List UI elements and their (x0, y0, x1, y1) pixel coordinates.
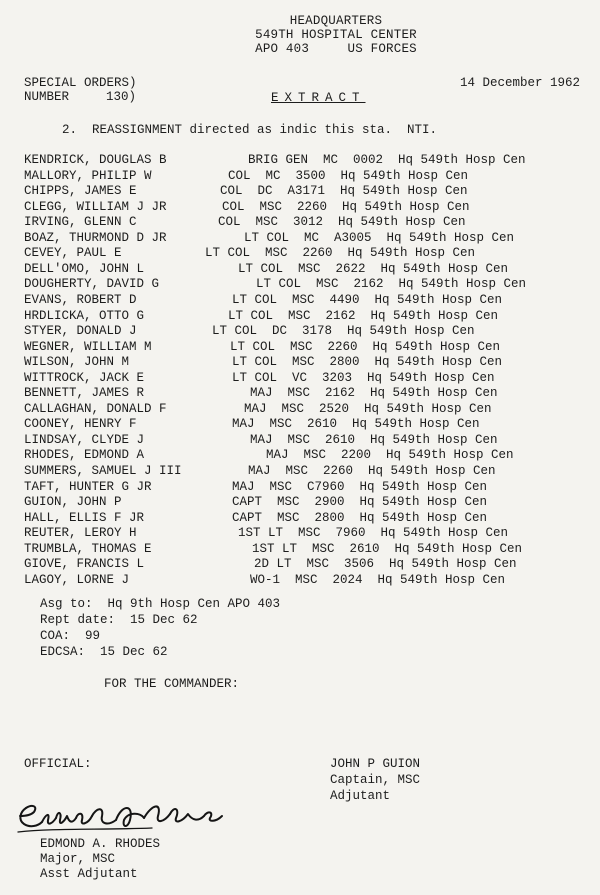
personnel-assignment: MAJ MSC 2200 Hq 549th Hosp Cen (266, 448, 514, 463)
personnel-name: CHIPPS, JAMES E (24, 184, 137, 199)
personnel-row (24, 402, 584, 417)
for-the-commander: FOR THE COMMANDER: (104, 677, 240, 691)
personnel-row (24, 495, 584, 510)
personnel-row (24, 542, 584, 557)
personnel-assignment: LT COL MSC 2162 Hq 549th Hosp Cen (256, 277, 527, 292)
personnel-row (24, 324, 584, 339)
personnel-row (24, 200, 584, 215)
personnel-name: WITTROCK, JACK E (24, 370, 145, 385)
personnel-assignment: LT COL MSC 2162 Hq 549th Hosp Cen (228, 308, 499, 323)
personnel-row (24, 293, 584, 308)
personnel-name: WEGNER, WILLIAM M (24, 339, 152, 354)
special-orders-label: SPECIAL ORDERS) (24, 76, 137, 90)
personnel-assignment: MAJ MSC 2162 Hq 549th Hosp Cen (250, 386, 498, 401)
personnel-row (24, 433, 584, 448)
paragraph-number: 2. (62, 123, 78, 137)
personnel-assignment: MAJ MSC 2260 Hq 549th Hosp Cen (248, 464, 496, 478)
personnel-name: HALL, ELLIS F JR (24, 510, 145, 525)
personnel-assignment: WO-1 MSC 2024 Hq 549th Hosp Cen (250, 572, 506, 587)
personnel-name: TRUMBLA, THOMAS E (24, 541, 152, 556)
personnel-row (24, 355, 584, 370)
extract-title: EXTRACT (271, 91, 366, 105)
personnel-row (24, 386, 584, 401)
personnel-assignment: 2D LT MSC 3506 Hq 549th Hosp Cen (254, 557, 517, 572)
personnel-assignment: COL MSC 2260 Hq 549th Hosp Cen (222, 199, 470, 214)
personnel-name: BOAZ, THURMOND D JR (24, 230, 167, 245)
personnel-assignment: COL MC 3500 Hq 549th Hosp Cen (228, 168, 469, 183)
personnel-row (24, 246, 584, 261)
personnel-assignment: MAJ MSC 2610 Hq 549th Hosp Cen (232, 417, 480, 432)
assigned-to: Asg to: Hq 9th Hosp Cen APO 403 (40, 597, 281, 611)
personnel-name: GUION, JOHN P (24, 495, 122, 510)
personnel-row (24, 573, 584, 588)
personnel-assignment: MAJ MSC 2520 Hq 549th Hosp Cen (244, 401, 492, 416)
personnel-row (24, 309, 584, 324)
personnel-name: IRVING, GLENN C (24, 215, 137, 230)
personnel-row (24, 262, 584, 277)
personnel-assignment: LT COL MSC 4490 Hq 549th Hosp Cen (232, 292, 503, 307)
personnel-name: CALLAGHAN, DONALD F (24, 401, 167, 416)
personnel-name: DELL'OMO, JOHN L (24, 261, 145, 276)
personnel-row (24, 184, 584, 199)
personnel-row (24, 169, 584, 184)
personnel-name: COONEY, HENRY F (24, 417, 137, 432)
personnel-assignment: BRIG GEN MC 0002 Hq 549th Hosp Cen (248, 153, 526, 167)
personnel-name: CEVEY, PAUL E (24, 246, 122, 261)
personnel-assignment: LT COL DC 3178 Hq 549th Hosp Cen (212, 324, 475, 339)
adjutant-rank: Captain, MSC (330, 773, 421, 787)
personnel-assignment: MAJ MSC C7960 Hq 549th Hosp Cen (232, 479, 488, 494)
personnel-assignment: CAPT MSC 2800 Hq 549th Hosp Cen (232, 510, 488, 525)
personnel-name: EVANS, ROBERT D (24, 292, 137, 307)
asst-adjutant-title: Asst Adjutant (40, 867, 138, 881)
personnel-row (24, 231, 584, 246)
personnel-name: LINDSAY, CLYDE J (24, 432, 145, 447)
personnel-name: SUMMERS, SAMUEL J III (24, 464, 182, 478)
personnel-row (24, 340, 584, 355)
asst-adjutant-rank: Major, MSC (40, 852, 116, 866)
personnel-row (24, 153, 584, 168)
personnel-name: BENNETT, JAMES R (24, 386, 145, 401)
personnel-name: KENDRICK, DOUGLAS B (24, 153, 167, 167)
personnel-assignment: CAPT MSC 2900 Hq 549th Hosp Cen (232, 495, 488, 510)
personnel-row (24, 480, 584, 495)
personnel-assignment: LT COL MC A3005 Hq 549th Hosp Cen (244, 230, 515, 245)
personnel-assignment: LT COL MSC 2800 Hq 549th Hosp Cen (232, 355, 503, 370)
personnel-assignment: 1ST LT MSC 7960 Hq 549th Hosp Cen (238, 526, 509, 541)
orders-date: 14 December 1962 (460, 76, 581, 90)
personnel-name: HRDLICKA, OTTO G (24, 308, 145, 323)
header-line-1: HEADQUARTERS (289, 14, 383, 28)
personnel-name: CLEGG, WILLIAM J JR (24, 199, 167, 214)
asst-adjutant-name: EDMOND A. RHODES (40, 837, 161, 851)
personnel-assignment: 1ST LT MSC 2610 Hq 549th Hosp Cen (252, 541, 523, 556)
personnel-name: TAFT, HUNTER G JR (24, 479, 152, 494)
orders-number-label: NUMBER (24, 90, 70, 104)
personnel-assignment: LT COL MSC 2260 Hq 549th Hosp Cen (205, 246, 476, 261)
paragraph-text: REASSIGNMENT directed as indic this sta. NTI. (92, 123, 438, 137)
header-line-2: 549TH HOSPITAL CENTER (255, 28, 417, 42)
personnel-assignment: COL DC A3171 Hq 549th Hosp Cen (220, 184, 468, 199)
personnel-row (24, 526, 584, 541)
personnel-assignment: COL MSC 3012 Hq 549th Hosp Cen (218, 215, 466, 230)
personnel-name: REUTER, LEROY H (24, 526, 137, 541)
personnel-row (24, 448, 584, 463)
personnel-row (24, 215, 584, 230)
personnel-row (24, 557, 584, 572)
personnel-name: DOUGHERTY, DAVID G (24, 277, 160, 292)
personnel-name: LAGOY, LORNE J (24, 572, 130, 587)
report-date: Rept date: 15 Dec 62 (40, 613, 198, 627)
personnel-assignment: LT COL MSC 2260 Hq 549th Hosp Cen (230, 339, 501, 354)
official-label: OFFICIAL: (24, 757, 92, 771)
adjutant-title: Adjutant (330, 789, 391, 803)
personnel-row (24, 417, 584, 432)
personnel-row (24, 464, 584, 479)
personnel-name: RHODES, EDMOND A (24, 448, 145, 463)
personnel-row (24, 511, 584, 526)
personnel-assignment: LT COL VC 3203 Hq 549th Hosp Cen (232, 370, 495, 385)
edcsa: EDCSA: 15 Dec 62 (40, 645, 168, 659)
coa: COA: 99 (40, 629, 101, 643)
personnel-assignment: LT COL MSC 2622 Hq 549th Hosp Cen (238, 261, 509, 276)
orders-number: 130) (106, 90, 137, 104)
adjutant-name: JOHN P GUION (330, 757, 421, 771)
personnel-row (24, 277, 584, 292)
personnel-assignment: MAJ MSC 2610 Hq 549th Hosp Cen (250, 432, 498, 447)
personnel-name: STYER, DONALD J (24, 324, 137, 339)
personnel-name: WILSON, JOHN M (24, 355, 130, 370)
header-line-3: APO 403 US FORCES (255, 42, 417, 56)
personnel-name: GIOVE, FRANCIS L (24, 557, 145, 572)
personnel-row (24, 371, 584, 386)
personnel-name: MALLORY, PHILIP W (24, 168, 152, 183)
